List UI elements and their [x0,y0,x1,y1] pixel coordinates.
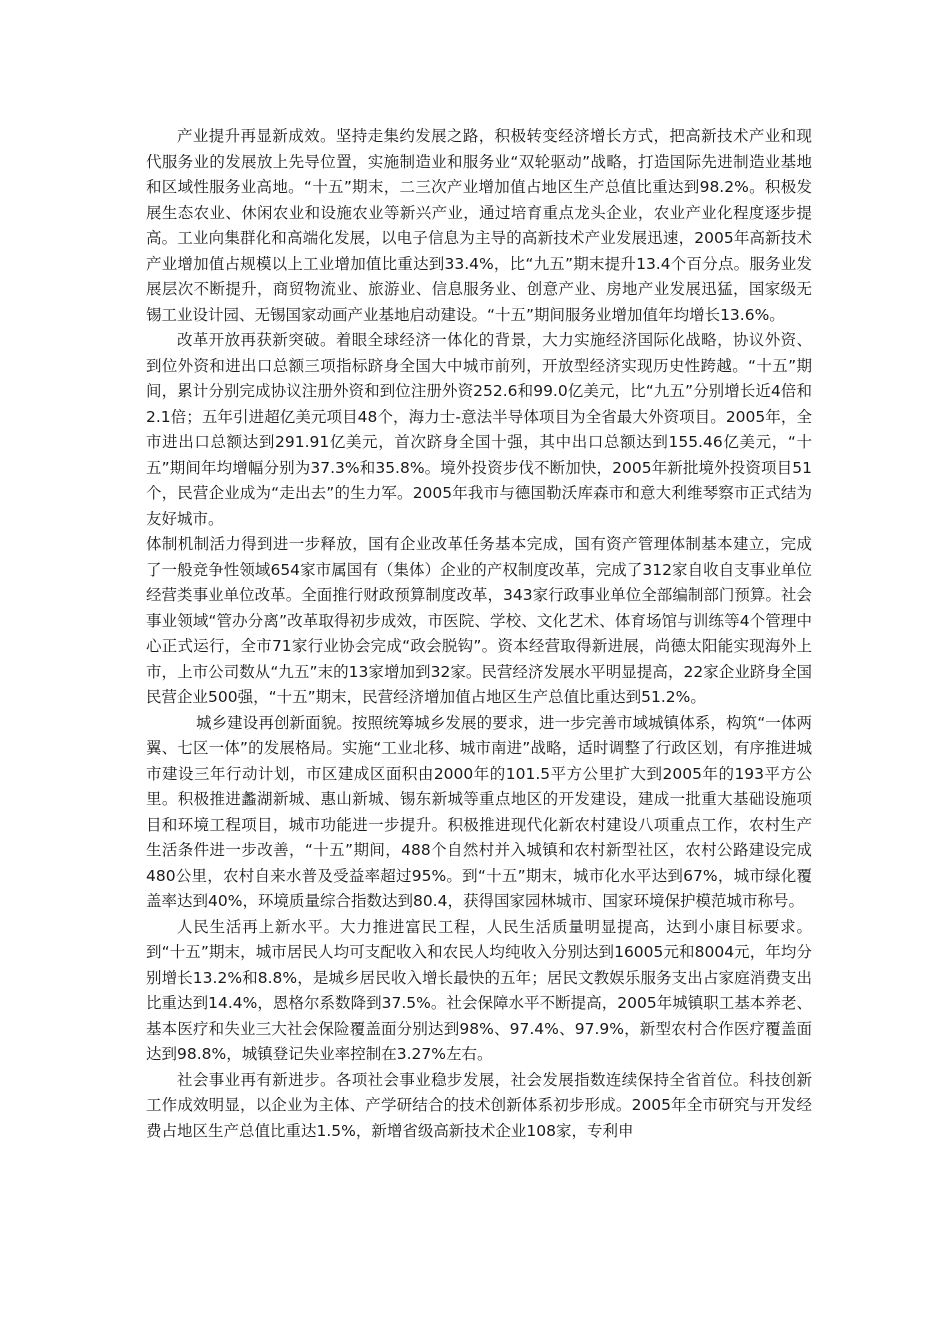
paragraph-reform-opening: 改革开放再获新突破。着眼全球经济一体化的背景，大力实施经济国际化战略，协议外资、到位外资和进出口总额三项指标跻身全国大中城市前列，开放型经济实现历史性跨越。“十五”期间，累计分别完成协议注册外资和到位注册外资252.6和99.0亿美元，比“九五”分别增长近4倍和2.1倍；五年引进超亿美元项目48个，海力士-意法半导体项目为全省最大外资项目。2005年，全市进出口总额达到291.91亿美元，首次跻身全国十强，其中出口总额达到155.46亿美元，“十五”期间年均增幅分别为37.3%和35.8%。境外投资步伐不断加快，2005年新批境外投资项目51个，民营企业成为“走出去”的生力军。2005年我市与德国勒沃库森市和意大利维琴察市正式结为友好城市。 [146,331,812,528]
paragraph-living-standards: 人民生活再上新水平。大力推进富民工程，人民生活质量明显提高，达到小康目标要求。到“十五”期末，城市居民人均可支配收入和农民人均纯收入分别达到16005元和8004元，年均分别增长13.2%和8.8%，是城乡居民收入增长最快的五年；居民文教娱乐服务支出占家庭消费支出比重达到14.4%，恩格尔系数降到37.5%。社会保障水平不断提高，2005年城镇职工基本养老、基本医疗和失业三大社会保险覆盖面分别达到98%、97.4%、97.9%，新型农村合作医疗覆盖面达到98.8%，城镇登记失业率控制在3.27%左右。 [146,917,812,1063]
paragraph-social-development: 社会事业再有新进步。各项社会事业稳步发展，社会发展指数连续保持全省首位。科技创新工作成效明显，以企业为主体、产学研结合的技术创新体系初步形成。2005年全市研究与开发经费占地区生产总值比重达1.5%，新增省级高新技术企业108家，专利申 [146,1070,812,1140]
document-page [146,124,812,1144]
paragraph-urban-rural: 城乡建设再创新面貌。按照统筹城乡发展的要求，进一步完善市域城镇体系，构筑“一体两翼、七区一体”的发展格局。实施“工业北移、城市南进”战略，适时调整了行政区划，有序推进城市建设三年行动计划，市区建成区面积由2000年的101.5平方公里扩大到2005年的193平方公里。积极推进蠡湖新城、惠山新城、锡东新城等重点地区的开发建设，建成一批重大基础设施项目和环境工程项目，城市功能进一步提升。积极推进现代化新农村建设八项重点工作，农村生产生活条件进一步改善，“十五”期间，488个自然村并入城镇和农村新型社区，农村公路建设完成480公里，农村自来水普及受益率超过95%。到“十五”期末，城市化水平达到67%，城市绿化覆盖率达到40%，环境质量综合指数达到80.4，获得国家园林城市、国家环境保护模范城市称号。 [146,713,812,910]
paragraph-industry: 产业提升再显新成效。坚持走集约发展之路，积极转变经济增长方式，把高新技术产业和现代服务业的发展放上先导位置，实施制造业和服务业“双轮驱动”战略，打造国际先进制造业基地和区域性服务业高地。“十五”期末，二三次产业增加值占地区生产总值比重达到98.2%。积极发展生态农业、休闲农业和设施农业等新兴产业，通过培育重点龙头企业，农业产业化程度逐步提高。工业向集群化和高端化发展，以电子信息为主导的高新技术产业发展迅速，2005年高新技术产业增加值占规模以上工业增加值比重达到33.4%，比“九五”期末提升13.4个百分点。服务业发展层次不断提升，商贸物流业、旅游业、信息服务业、创意产业、房地产业发展迅猛，国家级无锡工业设计园、无锡国家动画产业基地启动建设。“十五”期间服务业增加值年均增长13.6%。 [146,127,812,324]
paragraph-institutional-reform: 体制机制活力得到进一步释放，国有企业改革任务基本完成，国有资产管理体制基本建立，完成了一般竞争性领域654家市属国有（集体）企业的产权制度改革，完成了312家自收自支事业单位经营类事业单位改革。全面推行财政预算制度改革，343家行政事业单位全部编制部门预算。社会事业领域“管办分离”改革取得初步成效，市医院、学校、文化艺术、体育场馆与训练等4个管理中心正式运行，全市71家行业协会完成“政会脱钩”。资本经营取得新进展，尚德太阳能实现海外上市，上市公司数从“九五”末的13家增加到32家。民营经济发展水平明显提高，22家企业跻身全国民营企业500强，“十五”期末，民营经济增加值占地区生产总值比重达到51.2%。 [146,535,812,706]
